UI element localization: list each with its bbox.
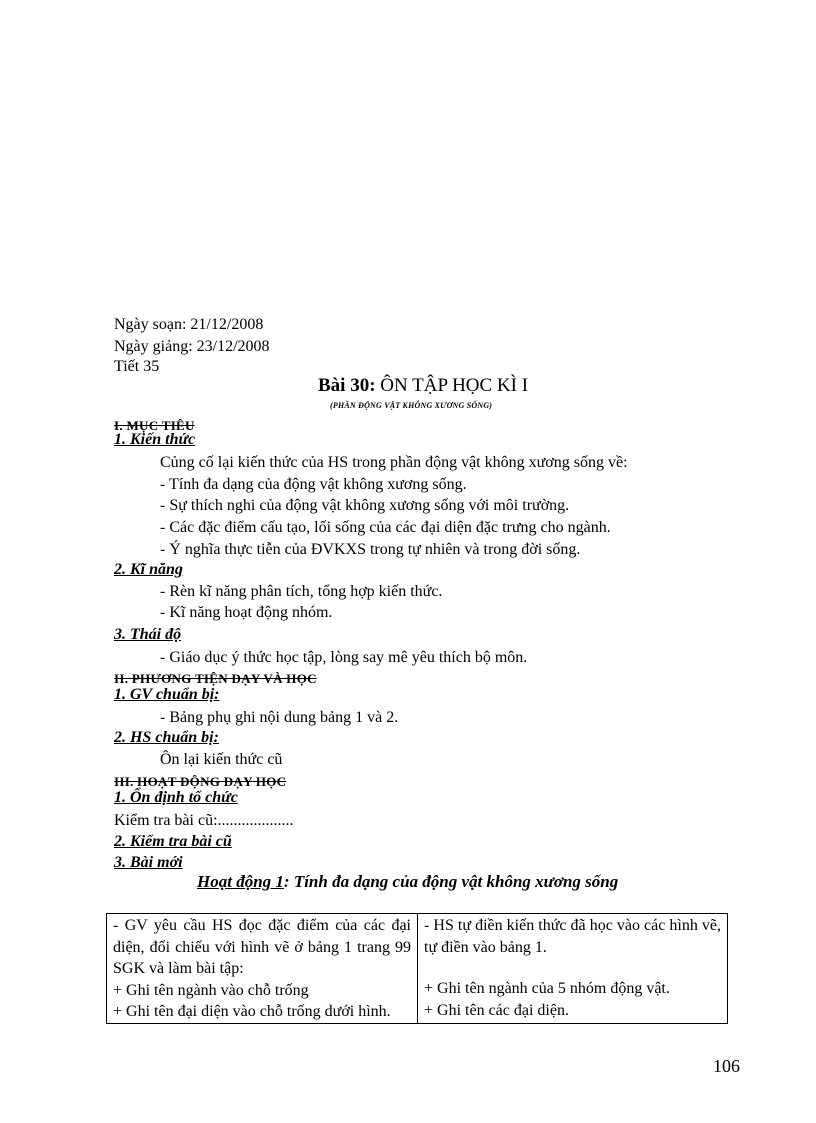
- activity-title: : Tính đa dạng của động vật không xương sống: [283, 872, 619, 891]
- lesson-name: ÔN TẬP HỌC KÌ I: [380, 375, 529, 396]
- section1-heading: I. MỤC TIÊU: [114, 418, 195, 433]
- page-number: 106: [713, 1056, 740, 1076]
- section3-heading: III. HOẠT ĐỘNG DẠY HỌC: [114, 774, 287, 789]
- skills-item: - Rèn kĩ năng phân tích, tổng hợp kiến thức.: [160, 583, 443, 600]
- student-column: [418, 914, 728, 1024]
- activity-label: Hoạt động 1: [197, 872, 284, 891]
- step3-heading: 3. Bài mới: [114, 854, 183, 871]
- teacher-item: + Ghi tên ngành vào chỗ trống: [113, 981, 309, 999]
- knowledge-item: - Ý nghĩa thực tiễn của ĐVKXS trong tự nhiên và trong đời sống.: [160, 541, 581, 558]
- student-item: + Ghi tên các đại diện.: [424, 1001, 569, 1019]
- teacher-column: [107, 914, 418, 1024]
- lesson-subtitle: (PHẦN ĐỘNG VẬT KHÔNG XƯƠNG SỐNG): [330, 401, 493, 410]
- student-item: - HS tự điền kiến thức đã học vào các hình vẽ, tự điền vào bảng 1.: [424, 917, 721, 956]
- teacher-prep-text: - Bảng phụ ghi nội dung bảng 1 và 2.: [160, 709, 399, 726]
- activity-table: [106, 913, 728, 1024]
- knowledge-item: - Sự thích nghi của động vật không xương sống với môi trường.: [160, 497, 570, 514]
- student-prep-text: Ôn lại kiến thức cũ: [160, 751, 283, 768]
- student-item: + Ghi tên ngành của 5 nhóm động vật.: [424, 980, 670, 997]
- knowledge-item: - Các đặc điểm cấu tạo, lối sống của các đại diện đặc trưng cho ngành.: [160, 519, 611, 536]
- teacher-item: - GV yêu cầu HS đọc đặc điểm của các đại diện, đối chiếu với hình vẽ ở bảng 1 trang 99 SGK và làm bài tập:: [113, 917, 411, 977]
- knowledge-heading: 1. Kiến thức: [114, 431, 196, 448]
- skills-heading: 2. Kĩ năng: [114, 561, 183, 578]
- check-text: Kiểm tra bài cũ:...................: [114, 812, 294, 829]
- activity-heading: [197, 872, 618, 892]
- teacher-item: + Ghi tên đại diện vào chỗ trống dưới hình.: [113, 1003, 391, 1020]
- date-taught: Ngày giảng: 23/12/2008: [114, 338, 270, 355]
- table-row: [107, 914, 728, 1024]
- teacher-prep-heading: 1. GV chuẩn bị:: [114, 686, 220, 703]
- lesson-number: Bài 30:: [318, 375, 376, 396]
- step2-heading: 2. Kiểm tra bài cũ: [114, 833, 232, 850]
- period: Tiết 35: [114, 358, 160, 375]
- skills-item: - Kĩ năng hoạt động nhóm.: [160, 604, 333, 621]
- knowledge-intro: Củng cố lại kiến thức của HS trong phần động vật không xương sống về:: [160, 454, 628, 471]
- student-prep-heading: 2. HS chuẩn bị:: [114, 729, 219, 746]
- attitude-item: - Giáo dục ý thức học tập, lòng say mê yêu thích bộ môn.: [160, 649, 528, 666]
- step1-heading: 1. Ổn định tổ chức: [114, 789, 238, 806]
- lesson-title: [318, 375, 528, 397]
- section2-heading: II. PHƯƠNG TIỆN DẠY VÀ HỌC: [114, 671, 317, 686]
- date-prepared: Ngày soạn: 21/12/2008: [114, 316, 264, 333]
- attitude-heading: 3. Thái độ: [114, 626, 182, 643]
- knowledge-item: - Tính đa dạng của động vật không xương sống.: [160, 476, 467, 493]
